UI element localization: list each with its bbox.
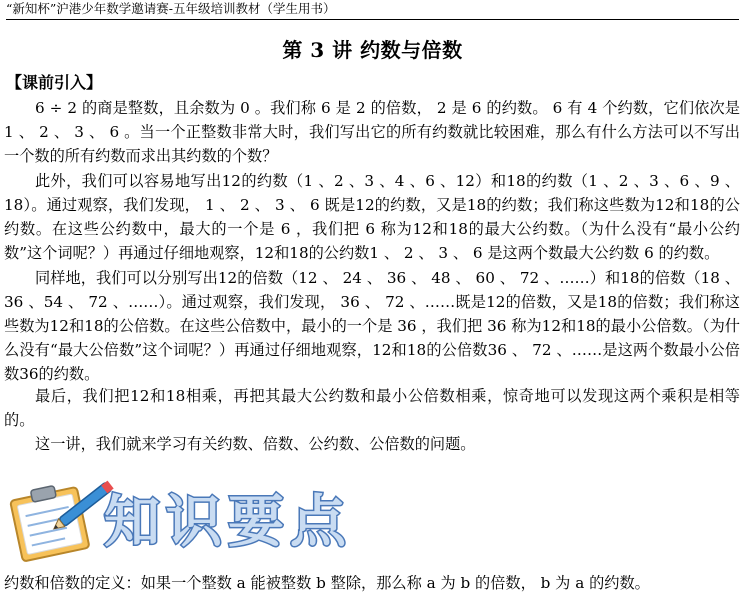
clipboard-pen-icon xyxy=(6,465,346,565)
section-heading-intro: 【课前引入】 xyxy=(6,73,103,92)
intro-paragraph-4: 最后，我们把12和18相乘，再把其最大公约数和最小公倍数相乘，惊奇地可以发现这两个乘积是相等的。 xyxy=(4,387,740,429)
intro-paragraph-2: 此外，我们可以容易地写出12的约数（1 、2 、3 、4 、6 、12）和18的约数（1 、2 、3 、6 、9 、18）。通过观察，我们发现， 1 、 2 、 3 、 6 既是12的约数，又是18的约数；我们称这些数为12和18的公约数。在这些公约数中，最大的一个是 6 ，我们把 6 称为12和18的最大公约数。（为什么没有“最小公约数”这个词呢？）再通过仔细地观察，12和18的公约数1 、 2 、 3 、 6 是这两个数最大公约数 6 的约数。 xyxy=(4,172,740,262)
definition-line: 约数和倍数的定义：如果一个整数 a 能被整数 b 整除，那么称 a 为 b 的倍数， b 为 a 的约数。 xyxy=(4,574,650,592)
lesson-title: 第 3 讲 约数与倍数 xyxy=(282,38,463,62)
banner-title: 知识要点 xyxy=(104,490,346,555)
intro-paragraph-3: 同样地，我们可以分别写出12的倍数（12 、 24 、 36 、 48 、 60 、 72 、……）和18的倍数（18 、 36 、54 、 72 、……）。通过观察，我们发现， 36 、 72 、……既是12的倍数，又是18的倍数；我们称这些数为12和18的公倍数。在这些公倍数中，最小的一个是 36 ，我们把 36 称为12和18的最小公倍数。（为什么没有“最大公倍数”这个词呢？）再通过仔细地观察，12和18的公倍数36 、 72 、……是这两个数最小公倍数36的约数。 xyxy=(4,269,740,383)
intro-paragraph-5: 这一讲，我们就来学习有关约数、倍数、公约数、公倍数的问题。 xyxy=(35,435,476,453)
intro-paragraph-1: 6 ÷ 2 的商是整数，且余数为 0 。我们称 6 是 2 的倍数， 2 是 6 的约数。 6 有 4 个约数，它们依次是 1 、 2 、 3 、 6 。当一个正整数非常大时，我们写出它的所有约数就比较困难，那么有什么方法可以不写出一个数的所有约数而求出其约数的个数？ xyxy=(4,99,740,165)
knowledge-points-banner xyxy=(6,465,346,565)
running-header: “新知杯”沪港少年数学邀请赛-五年级培训教材（学生用书） xyxy=(6,0,739,20)
